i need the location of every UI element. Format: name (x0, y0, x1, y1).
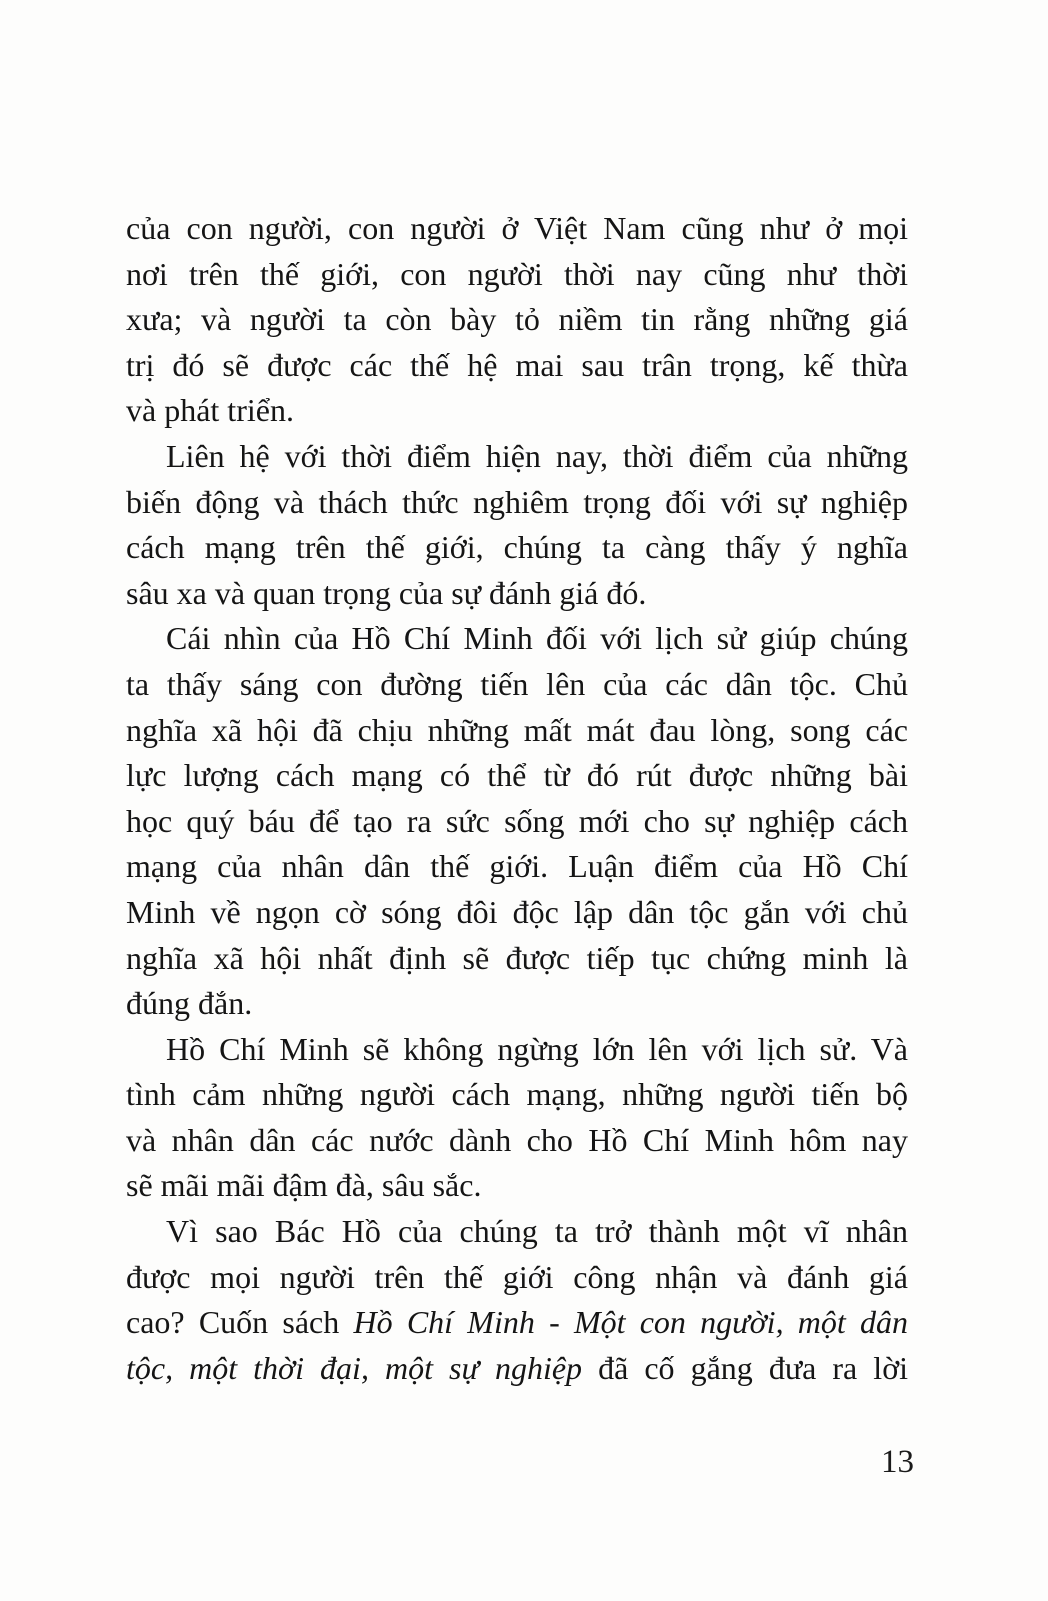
text-line (126, 1346, 908, 1392)
text-line (126, 525, 908, 571)
text-segment: Liên hệ với thời điểm hiện nay, thời điểm của những (166, 437, 908, 474)
book-title-italic: Hồ Chí Minh - Một con người, một dân (353, 1304, 909, 1341)
text-segment: cách mạng trên thế giới, chúng ta càng thấy ý nghĩa (126, 529, 908, 566)
text-line (126, 206, 908, 252)
text-line (126, 1027, 908, 1073)
book-title-italic: tộc, một thời đại, một sự nghiệp (126, 1349, 583, 1386)
text-line (126, 662, 908, 708)
page-number: 13 (881, 1444, 914, 1480)
text-segment: biến động và thách thức nghiêm trọng đối với sự nghiệp (126, 483, 908, 520)
text-line (126, 434, 908, 480)
text-line (126, 890, 908, 936)
text-line (126, 1300, 908, 1346)
text-line (126, 480, 908, 526)
text-segment: sâu xa và quan trọng của sự đánh giá đó. (126, 574, 647, 611)
text-line (126, 753, 908, 799)
paragraph (126, 434, 908, 616)
paragraph (126, 206, 908, 434)
text-segment: mạng của nhân dân thế giới. Luận điểm của Hồ Chí (126, 848, 908, 885)
text-segment: đúng đắn. (126, 985, 253, 1022)
text-line (126, 799, 908, 845)
text-line (126, 252, 908, 298)
text-segment: tình cảm những người cách mạng, những người tiến bộ (126, 1076, 908, 1113)
text-segment: ta thấy sáng con đường tiến lên của các dân tộc. Chủ (126, 665, 908, 702)
text-line (126, 1163, 908, 1209)
text-line (126, 1072, 908, 1118)
paragraph (126, 1209, 908, 1391)
text-segment: Cái nhìn của Hồ Chí Minh đối với lịch sử giúp chúng (166, 620, 908, 657)
text-line (126, 1255, 908, 1301)
text-line (126, 1209, 908, 1255)
text-line (126, 1118, 908, 1164)
text-segment: của con người, con người ở Việt Nam cũng như ở mọi (126, 210, 908, 246)
text-line (126, 981, 908, 1027)
paragraph (126, 616, 908, 1026)
text-segment: cao? Cuốn sách (126, 1304, 354, 1341)
text-segment: và nhân dân các nước dành cho Hồ Chí Minh hôm nay (126, 1121, 908, 1158)
text-segment: được mọi người trên thế giới công nhận và đánh giá (126, 1258, 908, 1295)
text-segment: lực lượng cách mạng có thể từ đó rút được những bài (126, 757, 908, 794)
page-text (126, 206, 908, 1391)
text-segment: xưa; và người ta còn bày tỏ niềm tin rằng những giá (126, 301, 908, 338)
text-segment: trị đó sẽ được các thế hệ mai sau trân trọng, kế thừa (126, 346, 908, 383)
text-segment: nơi trên thế giới, con người thời nay cũng như thời (126, 255, 908, 292)
text-line (126, 844, 908, 890)
text-line (126, 343, 908, 389)
text-segment: nghĩa xã hội đã chịu những mất mát đau lòng, song các (126, 711, 908, 748)
text-segment: Minh về ngọn cờ sóng đôi độc lập dân tộc gắn với chủ (126, 893, 908, 930)
text-segment: học quý báu để tạo ra sức sống mới cho sự nghiệp cách (126, 802, 908, 839)
text-segment: Hồ Chí Minh sẽ không ngừng lớn lên với lịch sử. Và (166, 1030, 908, 1067)
text-line (126, 936, 908, 982)
text-line (126, 616, 908, 662)
text-segment: và phát triển. (126, 392, 294, 429)
text-line (126, 571, 908, 617)
text-line (126, 708, 908, 754)
text-segment: đã cố gắng đưa ra lời (582, 1349, 909, 1386)
text-segment: Vì sao Bác Hồ của chúng ta trở thành một vĩ nhân (166, 1213, 908, 1250)
text-line (126, 297, 908, 343)
text-segment: sẽ mãi mãi đậm đà, sâu sắc. (126, 1167, 482, 1204)
paragraph (126, 1027, 908, 1209)
text-line (126, 388, 908, 434)
text-segment: nghĩa xã hội nhất định sẽ được tiếp tục chứng minh là (126, 939, 908, 976)
